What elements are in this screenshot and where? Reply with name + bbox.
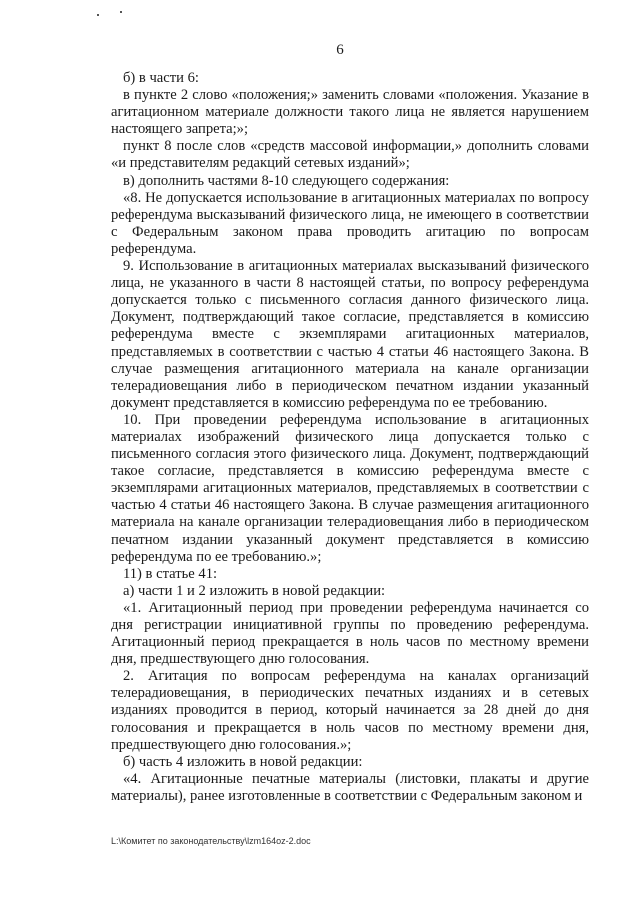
- paragraph: 11) в статье 41:: [123, 565, 218, 582]
- paragraph: в пункте 2 слово «положения;» заменить словами «положения. Указание в агитационном материале должности такого лица не является нарушением настоящего запрета;»;: [111, 87, 589, 138]
- page-number: 6: [336, 42, 344, 58]
- paragraph: 2. Агитация по вопросам референдума на каналах организаций телерадиовещания, в периодических печатных изданиях и в сетевых изданиях проводится в период, который начинается за 28 дней до дня голосования и прекращается в ноль часов по местному времени дня, предшествующего дню голосования.»;: [111, 668, 589, 753]
- paragraph: б) в части 6:: [123, 70, 199, 86]
- footer-file-path: L:\Комитет по законодательству\lzm164oz-2.doc: [111, 836, 311, 846]
- paragraph: 10. При проведении референдума использование в агитационных материалах изображений физического лица допускается только с письменного согласия этого физического лица. Документ, подтверждающий такое согласие, представляется в комиссию референдума вместе с экземплярами агитационных материалов, представляемых в соответствии с частью 4 статьи 46 настоящего Закона. В случае размещения агитационного материала на канале организации телерадиовещания либо в периодическом печатном издании указанный документ представляется в комиссию референдума по ее требованию.»;: [111, 411, 589, 565]
- scan-speck: [120, 11, 122, 13]
- paragraph: «8. Не допускается использование в агитационных материалах по вопросу референдума высказываний физического лица, не имеющего в соответствии с Федеральным законом права проводить агитацию по вопросам референдума.: [111, 189, 589, 257]
- body-text: [111, 70, 589, 805]
- paragraph: в) дополнить частями 8-10 следующего содержания:: [123, 172, 450, 189]
- paragraph: «4. Агитационные печатные материалы (листовки, плакаты и другие материалы), ранее изготовленные в соответствии с Федеральным законом и: [111, 770, 589, 804]
- paragraph: пункт 8 после слов «средств массовой информации,» дополнить словами «и представителям редакций сетевых изданий»;: [111, 138, 589, 172]
- paragraph: а) части 1 и 2 изложить в новой редакции:: [123, 582, 386, 599]
- paragraph: «1. Агитационный период при проведении референдума начинается со дня регистрации инициативной группы по проведению референдума. Агитационный период прекращается в ноль часов по местному времени дня, предшествующего дню голосования.: [111, 599, 589, 668]
- paragraph: б) часть 4 изложить в новой редакции:: [123, 753, 363, 770]
- scan-speck: [97, 14, 99, 16]
- paragraph: 9. Использование в агитационных материалах высказываний физического лица, не указанного в части 8 настоящей статьи, по вопросу референдума допускается только с письменного согласия данного физического лица. Документ, подтверждающий такое согласие, представляется в комиссию референдума вместе с экземплярами агитационных материалов, представляемых в соответствии с частью 4 статьи 46 настоящего Закона. В случае размещения агитационного материала на канале организации телерадиовещания либо в периодическом печатном издании указанный документ представляется в комиссию референдума по ее требованию.: [111, 258, 589, 411]
